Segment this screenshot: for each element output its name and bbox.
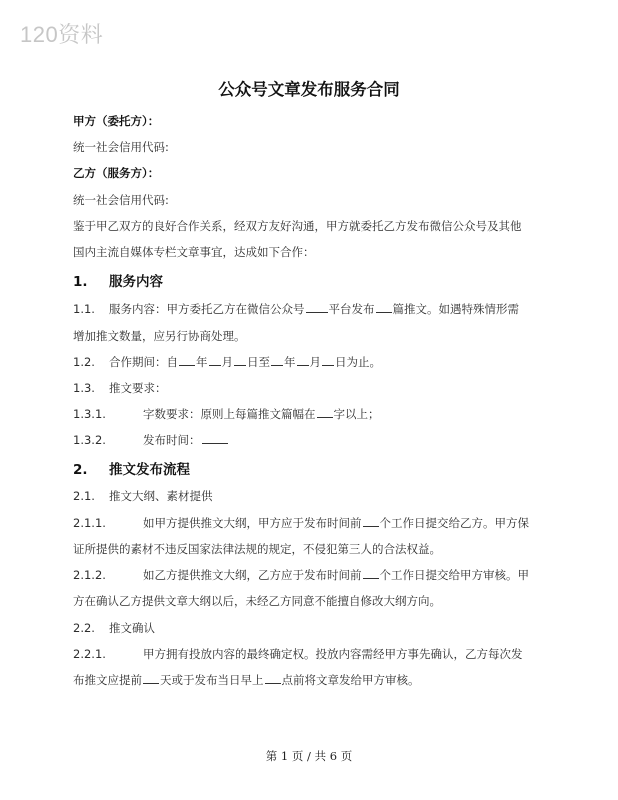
clause-number: 2.1.2. <box>73 568 106 582</box>
section-title: 服务内容 <box>109 274 163 290</box>
clause-text: 甲方拥有投放内容的最终确定权。投放内容需经甲方事先确认，乙方每次发 <box>143 647 523 661</box>
fill-blank <box>363 567 379 579</box>
section-1-heading <box>73 270 163 290</box>
clause-text: 合作期间：自 <box>109 355 178 369</box>
clause-text: 月 <box>309 355 321 369</box>
clause-text: 篇推文。如遇特殊情形需 <box>392 302 519 316</box>
watermark: 120资料 <box>20 22 104 47</box>
clause-text: 推文大纲、素材提供 <box>109 489 213 503</box>
fill-blank <box>143 672 159 684</box>
clause-text: 日至 <box>247 355 270 369</box>
clause-text: 年 <box>196 355 208 369</box>
fill-blank <box>376 301 392 313</box>
party-b-label: 乙方（服务方）： <box>73 166 160 180</box>
page-title: 公众号文章发布服务合同 <box>218 80 400 99</box>
clause-text: 月 <box>221 355 233 369</box>
clause-2-1-2 <box>73 567 529 583</box>
clause-1-1 <box>73 301 519 317</box>
clause-1-3-2 <box>73 432 229 448</box>
intro-line-2: 国内主流自媒体专栏文章事宜，达成如下合作： <box>73 245 315 259</box>
fill-blank <box>209 354 221 366</box>
clause-2-1-2-line-2: 方在确认乙方提供文章大纲以后，未经乙方同意不能擅自修改大纲方向。 <box>73 594 441 608</box>
clause-text: 个工作日提交给乙方。甲方保 <box>379 516 529 530</box>
fill-blank <box>363 515 379 527</box>
section-2-heading <box>73 458 190 478</box>
clause-number: 2.2.1. <box>73 647 106 661</box>
clause-2-2-1 <box>73 646 523 662</box>
clause-text: 日为止。 <box>335 355 381 369</box>
clause-number: 2.2. <box>73 621 95 635</box>
party-b-credit-code: 统一社会信用代码: <box>73 193 169 207</box>
clause-number: 2.1.1. <box>73 516 106 530</box>
clause-text: 字以上； <box>333 407 380 421</box>
clause-number: 1.1. <box>73 302 95 316</box>
clause-number: 1.2. <box>73 355 95 369</box>
clause-text: 天或于发布当日早上 <box>160 673 264 687</box>
clause-text: 字数要求：原则上每篇推文篇幅在 <box>143 407 316 421</box>
clause-2-1 <box>73 488 213 504</box>
fill-blank <box>271 354 283 366</box>
fill-blank <box>317 406 333 418</box>
fill-blank <box>265 672 281 684</box>
clause-text: 推文确认 <box>109 621 155 635</box>
clause-text: 布推文应提前 <box>73 673 142 687</box>
intro-line-1: 鉴于甲乙双方的良好合作关系，经双方友好沟通，甲方就委托乙方发布微信公众号及其他 <box>73 219 522 233</box>
clause-1-3-1 <box>73 406 380 422</box>
clause-text: 如乙方提供推文大纲，乙方应于发布时间前 <box>143 568 362 582</box>
clause-number: 1.3. <box>73 381 95 395</box>
clause-1-3 <box>73 380 167 396</box>
clause-text: 点前将文章发给甲方审核。 <box>281 673 420 687</box>
clause-text: 推文要求： <box>109 381 167 395</box>
clause-2-1-1 <box>73 515 529 531</box>
section-title: 推文发布流程 <box>109 462 190 478</box>
fill-blank <box>297 354 309 366</box>
party-a-label: 甲方（委托方）： <box>73 114 160 128</box>
section-number: 1. <box>73 274 88 290</box>
page-footer: 第 1 页 / 共 6 页 <box>265 749 353 763</box>
section-number: 2. <box>73 462 88 478</box>
clause-text: 平台发布 <box>328 302 375 316</box>
clause-number: 1.3.1. <box>73 407 106 421</box>
fill-blank <box>202 432 228 444</box>
party-a-credit-code: 统一社会信用代码: <box>73 140 169 154</box>
fill-blank <box>322 354 334 366</box>
clause-text: 个工作日提交给甲方审核。甲 <box>379 568 529 582</box>
clause-text: 发布时间： <box>143 433 201 447</box>
clause-number: 1.3.2. <box>73 433 106 447</box>
clause-2-2-1-line-2 <box>73 672 420 688</box>
fill-blank <box>234 354 246 366</box>
clause-text: 服务内容：甲方委托乙方在微信公众号 <box>109 302 305 316</box>
clause-text: 年 <box>284 355 296 369</box>
clause-2-2 <box>73 620 155 636</box>
clause-text: 如甲方提供推文大纲，甲方应于发布时间前 <box>143 516 362 530</box>
clause-number: 2.1. <box>73 489 95 503</box>
clause-1-1-line-2: 增加推文数量，应另行协商处理。 <box>73 329 246 343</box>
clause-2-1-1-line-2: 证所提供的素材不违反国家法律法规的规定，不侵犯第三人的合法权益。 <box>73 542 441 556</box>
fill-blank <box>306 301 328 313</box>
clause-1-2 <box>73 354 381 370</box>
fill-blank <box>179 354 195 366</box>
